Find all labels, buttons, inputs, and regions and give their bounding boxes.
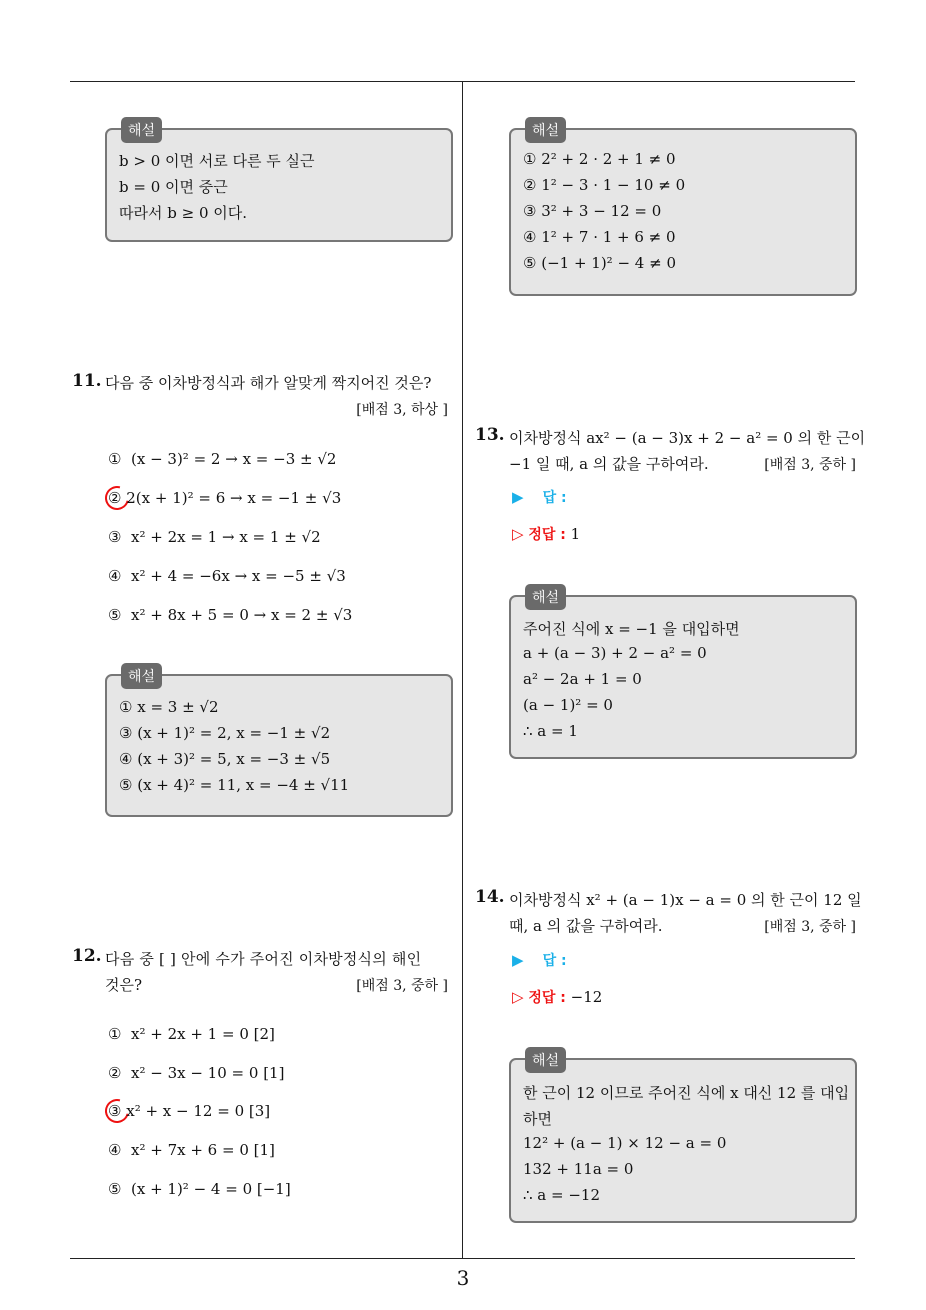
explanation-line: a + (a − 3) + 2 − a² = 0: [523, 644, 707, 662]
q12-text-line1: 다음 중 [ ] 안에 수가 주어진 이차방정식의 해인: [105, 950, 422, 968]
page-number: 3: [456, 1266, 470, 1290]
q12-choice-5[interactable]: [108, 1180, 291, 1198]
q13-text-line2: −1 일 때, a 의 값을 구하여라.: [509, 455, 709, 473]
q14-explanation-box: [509, 1053, 857, 1223]
correct-label: 정답 :: [528, 527, 566, 543]
choice-mark: ④: [108, 1141, 122, 1159]
choice-text: x² + 7x + 6 = 0 [1]: [131, 1141, 275, 1159]
correct-value: 1: [570, 525, 581, 543]
choice-mark: ④: [108, 567, 122, 585]
q14-correct-row: [512, 987, 602, 1007]
choice-text: x² + 4 = −6x → x = −5 ± √3: [131, 567, 346, 585]
correct-label: 정답 :: [528, 990, 566, 1006]
q11-explanation-box: [105, 669, 453, 817]
choice-text: x² − 3x − 10 = 0 [1]: [131, 1064, 285, 1082]
choice-mark: ③: [108, 528, 122, 546]
q12-choice-1[interactable]: [108, 1025, 275, 1043]
q12-explanation-box: [509, 123, 857, 296]
q13-text-line1: 이차방정식 ax² − (a − 3)x + 2 − a² = 0 의 한 근이: [509, 429, 866, 447]
explanation-line: ④ (x + 3)² = 5, x = −3 ± √5: [119, 750, 331, 768]
play-icon: ▶: [512, 951, 524, 969]
q13-meta: [배점 3, 중하 ]: [764, 457, 856, 473]
q11-meta: [배점 3, 하상 ]: [356, 402, 448, 418]
choice-text: x² + 8x + 5 = 0 → x = 2 ± √3: [131, 606, 353, 624]
q11-choice-3[interactable]: [108, 528, 321, 546]
explanation-tag: 해설: [525, 117, 566, 143]
q11-number: 11.: [72, 371, 102, 391]
explanation-line: b > 0 이면 서로 다른 두 실근: [119, 152, 315, 170]
q12-text-line2: 것은?: [105, 976, 143, 994]
explanation-line: (a − 1)² = 0: [523, 696, 613, 714]
explanation-line: ⑤ (x + 4)² = 11, x = −4 ± √11: [119, 776, 350, 794]
explanation-line: 132 + 11a = 0: [523, 1160, 634, 1178]
explanation-line: 하면: [523, 1110, 552, 1128]
answer-label: 답 :: [542, 953, 567, 969]
explanation-line: b = 0 이면 중근: [119, 178, 228, 196]
explanation-line: ④ 1² + 7 · 1 + 6 ≠ 0: [523, 228, 676, 246]
q13-correct-row: [512, 524, 580, 544]
explanation-line: 주어진 식에 x = −1 을 대입하면: [523, 620, 740, 638]
choice-mark: ①: [108, 1025, 122, 1043]
q14-text-line2: 때, a 의 값을 구하여라.: [509, 917, 663, 935]
choice-mark: ⑤: [108, 606, 122, 624]
q12-meta: [배점 3, 중하 ]: [356, 978, 448, 994]
q11-choice-2[interactable]: [108, 489, 341, 507]
column-divider: [462, 82, 463, 1258]
q13-answer-row[interactable]: [512, 487, 567, 507]
answer-label: 답 :: [542, 490, 567, 506]
q11-text: 다음 중 이차방정식과 해가 알맞게 짝지어진 것은?: [105, 374, 432, 392]
q13-number: 13.: [475, 425, 505, 445]
explanation-line: ③ (x + 1)² = 2, x = −1 ± √2: [119, 724, 331, 742]
choice-mark: ②: [108, 1064, 122, 1082]
explanation-tag: 해설: [525, 584, 566, 610]
choice-text: x² + x − 12 = 0 [3]: [126, 1102, 271, 1120]
choice-text: x² + 2x = 1 → x = 1 ± √2: [131, 528, 321, 546]
q11-choice-5[interactable]: [108, 606, 352, 624]
bottom-rule: [70, 1258, 855, 1259]
explanation-line: ∴ a = 1: [523, 722, 578, 740]
explanation-line: 12² + (a − 1) × 12 − a = 0: [523, 1134, 727, 1152]
explanation-line: a² − 2a + 1 = 0: [523, 670, 642, 688]
correct-value: −12: [570, 988, 603, 1006]
explanation-line: ③ 3² + 3 − 12 = 0: [523, 202, 662, 220]
choice-text: 2(x + 1)² = 6 → x = −1 ± √3: [126, 489, 342, 507]
choice-text: x² + 2x + 1 = 0 [2]: [131, 1025, 275, 1043]
explanation-line: 한 근이 12 이므로 주어진 식에 x 대신 12 를 대입: [523, 1084, 850, 1102]
q14-answer-row[interactable]: [512, 950, 567, 970]
explanation-line: ① 2² + 2 · 2 + 1 ≠ 0: [523, 150, 676, 168]
explanation-box-prev: [105, 123, 453, 242]
explanation-line: ① x = 3 ± √2: [119, 698, 219, 716]
q12-number: 12.: [72, 946, 102, 966]
explanation-line: ② 1² − 3 · 1 − 10 ≠ 0: [523, 176, 686, 194]
q12-choice-3[interactable]: [108, 1102, 270, 1120]
explanation-tag: 해설: [121, 117, 162, 143]
triangle-outline-icon: ▷: [512, 525, 524, 543]
triangle-outline-icon: ▷: [512, 988, 524, 1006]
choice-mark: ⑤: [108, 1180, 122, 1198]
q14-text-line1: 이차방정식 x² + (a − 1)x − a = 0 의 한 근이 12 일: [509, 891, 862, 909]
choice-mark: ②: [108, 489, 122, 507]
choice-mark: ①: [108, 450, 122, 468]
q11-choice-4[interactable]: [108, 567, 346, 585]
q12-choice-4[interactable]: [108, 1141, 275, 1159]
q12-choice-2[interactable]: [108, 1064, 284, 1082]
choice-text: (x − 3)² = 2 → x = −3 ± √2: [131, 450, 337, 468]
choice-mark: ③: [108, 1102, 122, 1120]
explanation-tag: 해설: [525, 1047, 566, 1073]
q14-number: 14.: [475, 887, 505, 907]
q11-choice-1[interactable]: [108, 450, 336, 468]
explanation-line: 따라서 b ≥ 0 이다.: [119, 204, 248, 222]
choice-text: (x + 1)² − 4 = 0 [−1]: [131, 1180, 291, 1198]
q14-meta: [배점 3, 중하 ]: [764, 919, 856, 935]
explanation-line: ⑤ (−1 + 1)² − 4 ≠ 0: [523, 254, 676, 272]
explanation-line: ∴ a = −12: [523, 1186, 601, 1204]
q13-explanation-box: [509, 590, 857, 759]
play-icon: ▶: [512, 488, 524, 506]
explanation-tag: 해설: [121, 663, 162, 689]
